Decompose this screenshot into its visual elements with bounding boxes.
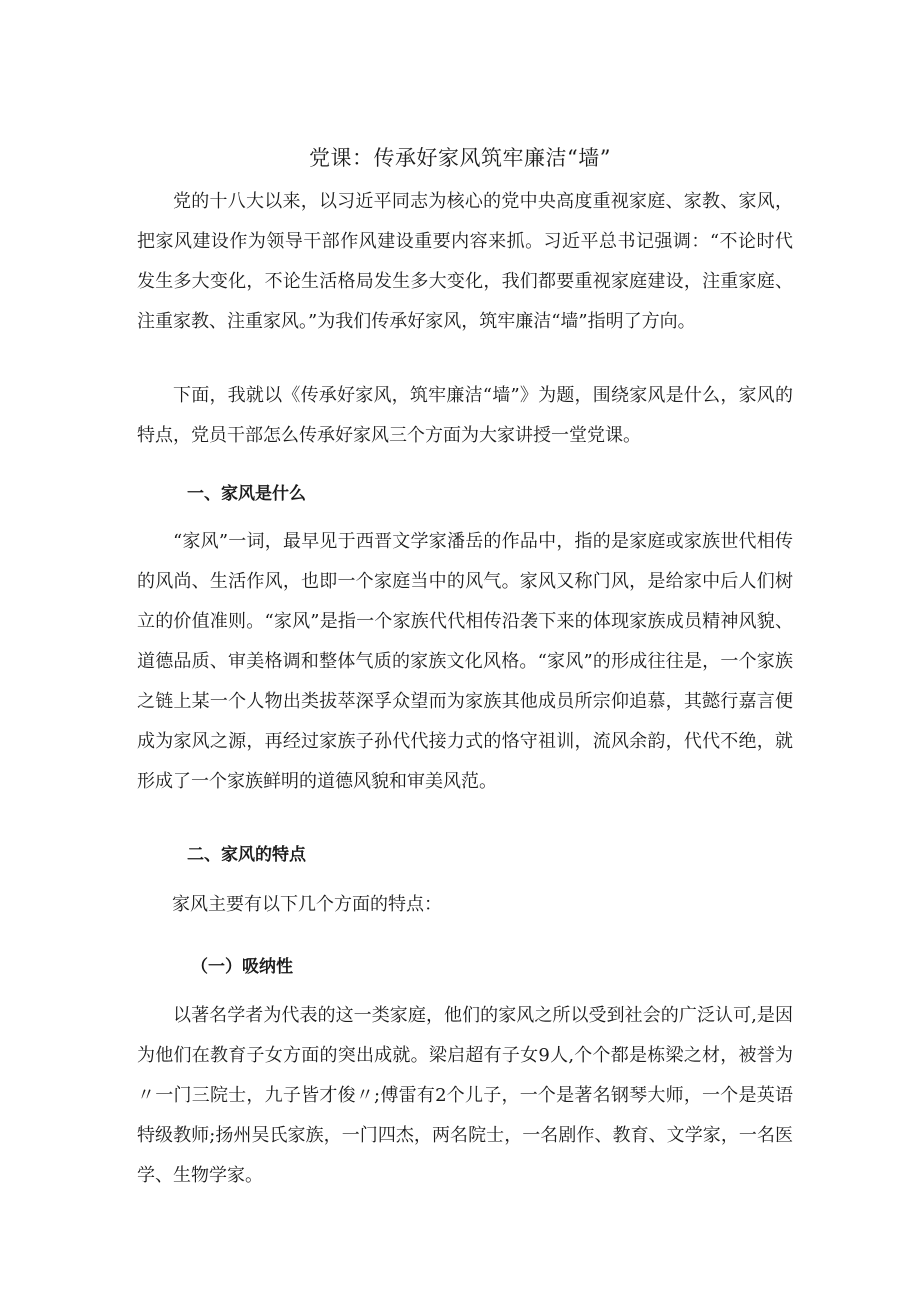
section-heading-what-is-family-tradition: 一、家风是什么 xyxy=(187,484,306,504)
intro-paragraph: 党的十八大以来，以习近平同志为核心的党中央高度重视家庭、家教、家风，把家风建设作为领导干部作风建设重要内容来抓。习近平总书记强调：“不论时代发生多大变化，不论生活格局发生多大变化，我们都要重视家庭建设，注重家庭、注重家教、注重家风。”为我们传承好家风，筑牢廉洁“墙”指明了方向。 xyxy=(137,191,793,332)
document-title: 党课：传承好家风筑牢廉洁“墙” xyxy=(309,146,611,170)
outline-paragraph: 下面，我就以《传承好家风，筑牢廉洁“墙”》为题，围绕家风是什么，家风的特点，党员干部怎么传承好家风三个方面为大家讲授一堂党课。 xyxy=(137,385,793,446)
definition-paragraph: “家风”一词，最早见于西晋文学家潘岳的作品中，指的是家庭或家族世代相传的风尚、生活作风，也即一个家庭当中的风气。家风又称门风，是给家中后人们树立的价值准则。“家风”是指一个家族代代相传沿袭下来的体现家族成员精神风貌、道德品质、审美格调和整体气质的家族文化风格。“家风”的形成往往是，一个家族之链上某一个人物出类拔萃深孚众望而为家族其他成员所宗仰追慕，其懿行嘉言便成为家风之源，再经过家族子孙代代接力式的恪守祖训，流风余韵，代代不绝，就形成了一个家族鲜明的道德风貌和审美风范。 xyxy=(137,531,793,792)
features-intro-line: 家风主要有以下几个方面的特点： xyxy=(172,894,442,915)
subsection-heading-inclusiveness: （一）吸纳性 xyxy=(191,957,293,977)
section-heading-features: 二、家风的特点 xyxy=(187,845,306,865)
inclusiveness-paragraph: 以著名学者为代表的这一类家庭，他们的家风之所以受到社会的广泛认可,是因为他们在教育子女方面的突出成就。梁启超有子女9人,个个都是栋梁之材，被誉为〃一门三院士，九子皆才俊〃;傅雷有2个儿子，一个是著名钢琴大师，一个是英语特级教师;扬州吴氏家族，一门四杰，两名院士，一名剧作、教育、文学家，一名医学、生物学家。 xyxy=(137,1005,793,1186)
